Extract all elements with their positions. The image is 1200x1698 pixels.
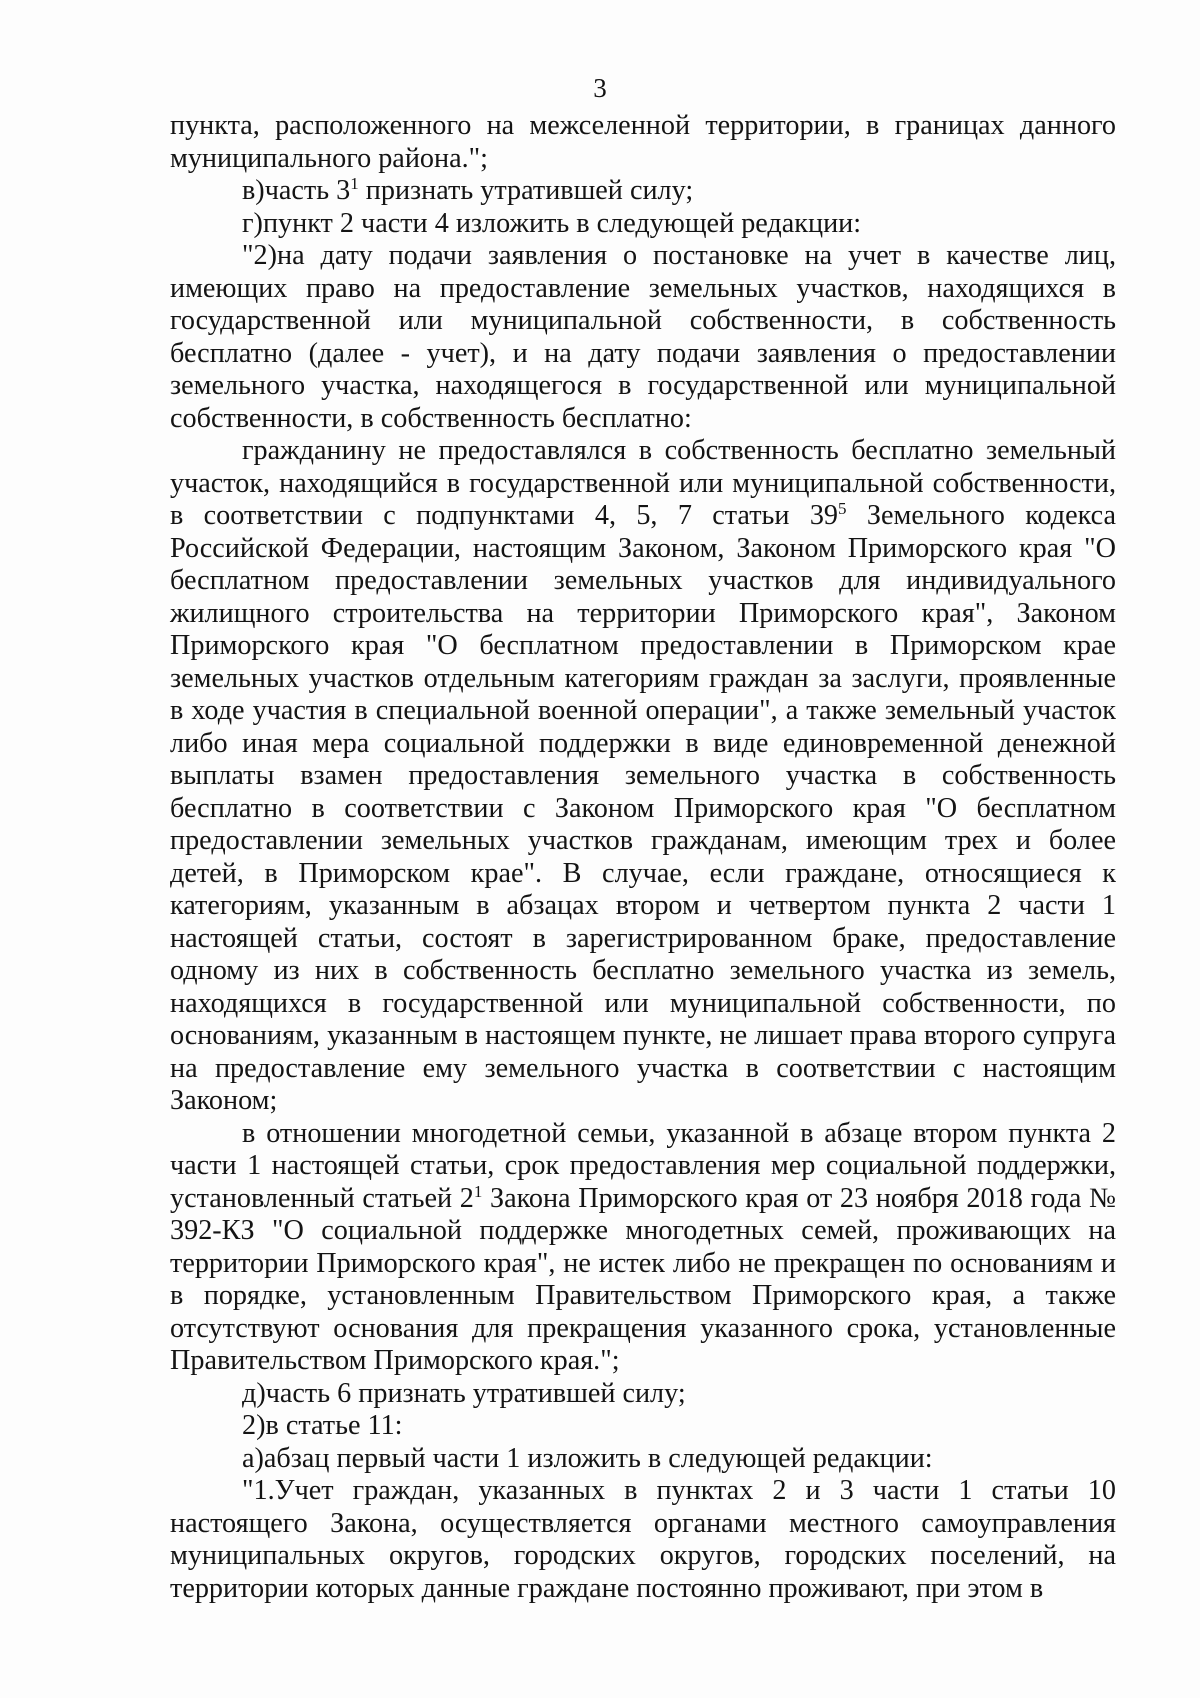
paragraph-text: 2)в статье 11:	[242, 1410, 403, 1441]
paragraph-text: пункта, расположенного на межселенной территории, в границах данного муниципального района.";	[170, 110, 1116, 174]
document-body	[170, 110, 1116, 1605]
paragraph-continuation	[170, 110, 1116, 175]
page-number: 3	[593, 73, 607, 103]
superscript: 1	[473, 1181, 483, 1201]
paragraph-text: Закона Приморского края от 23 ноября 2018 года № 392-КЗ "О социальной поддержке многодетных семей, проживающих на территории Приморского края", не истек либо не прекращен по основаниям и в порядке, установленным Правительством Приморского края, а также отсутствуют основания для прекращения указанного срока, установленные Правительством Приморского края.";	[170, 1182, 1116, 1376]
superscript: 5	[838, 499, 847, 518]
paragraph-text: Земельного кодекса Российской Федерации, настоящим Законом, Законом Приморского края "О бесплатном предоставлении земельных участков для индивидуального жилищного строительства на территории Приморского края", Законом Приморского края "О бесплатном предоставлении в Приморском крае земельных участков отдельным категориям граждан за заслуги, проявленные в ходе участия в специальной военной операции", а также земельный участок либо иная мера социальной поддержки в виде единовременной денежной выплаты взамен предоставления земельного участка в собственность бесплатно в соответствии с Законом Приморского края "О бесплатном предоставлении земельных участков гражданам, имеющим трех и более детей, в Приморском крае". В случае, если граждане, относящиеся к категориям, указанным в абзацах втором и четвертом пункта 2 части 1 настоящей статьи, состоят в зарегистрированном браке, предоставление одному из них в собственность бесплатно земельного участка из земель, находящихся в государственной или муниципальной собственности, по основаниям, указанным в настоящем пункте, не лишает права второго супруга на предоставление ему земельного участка в соответствии с настоящим Законом;	[170, 500, 1116, 1116]
superscript: 1	[350, 174, 359, 193]
paragraph-text: признать утратившей силу;	[358, 175, 694, 206]
paragraph-item-g	[170, 208, 1116, 241]
paragraph-item-a	[170, 1443, 1116, 1476]
paragraph-citizen	[170, 435, 1116, 1118]
paragraph-text: "1.Учет граждан, указанных в пунктах 2 и 3 части 1 статьи 10 настоящего Закона, осуществляется органами местного самоуправления муниципальных округов, городских округов, городских поселений, на территории которых данные граждане постоянно проживают, при этом в	[170, 1475, 1116, 1604]
paragraph-article-11	[170, 1410, 1116, 1443]
paragraph-text: в отношении многодетной семьи, указанной в абзаце втором пункта 2 части 1 настоящей статьи, срок предоставления мер социальной поддержки, установленный статьей 2	[170, 1117, 1116, 1214]
paragraph-text: д)часть 6 признать утратившей силу;	[242, 1377, 686, 1409]
paragraph-large-family	[170, 1118, 1116, 1378]
paragraph-item-v	[170, 175, 1116, 208]
paragraph-text: гражданину не предоставлялся в собственность бесплатно земельный участок, находящийся в государственной или муниципальной собственности, в соответствии с подпунктами 4, 5, 7 статьи 39	[170, 435, 1116, 531]
paragraph-text: а)абзац первый части 1 изложить в следующей редакции:	[242, 1442, 933, 1474]
paragraph-item-2	[170, 240, 1116, 435]
paragraph-text: "2)на дату подачи заявления о постановке на учет в качестве лиц, имеющих право на предоставление земельных участков, находящихся в государственной или муниципальной собственности, в собственность бесплатно (далее - учет), и на дату подачи заявления о предоставлении земельного участка, находящегося в государственной или муниципальной собственности, в собственность бесплатно:	[170, 240, 1116, 434]
paragraph-text: в)часть 3	[242, 175, 351, 206]
paragraph-item-1	[170, 1475, 1116, 1605]
paragraph-text: г)пункт 2 части 4 изложить в следующей редакции:	[242, 207, 862, 239]
paragraph-item-d	[170, 1378, 1116, 1411]
